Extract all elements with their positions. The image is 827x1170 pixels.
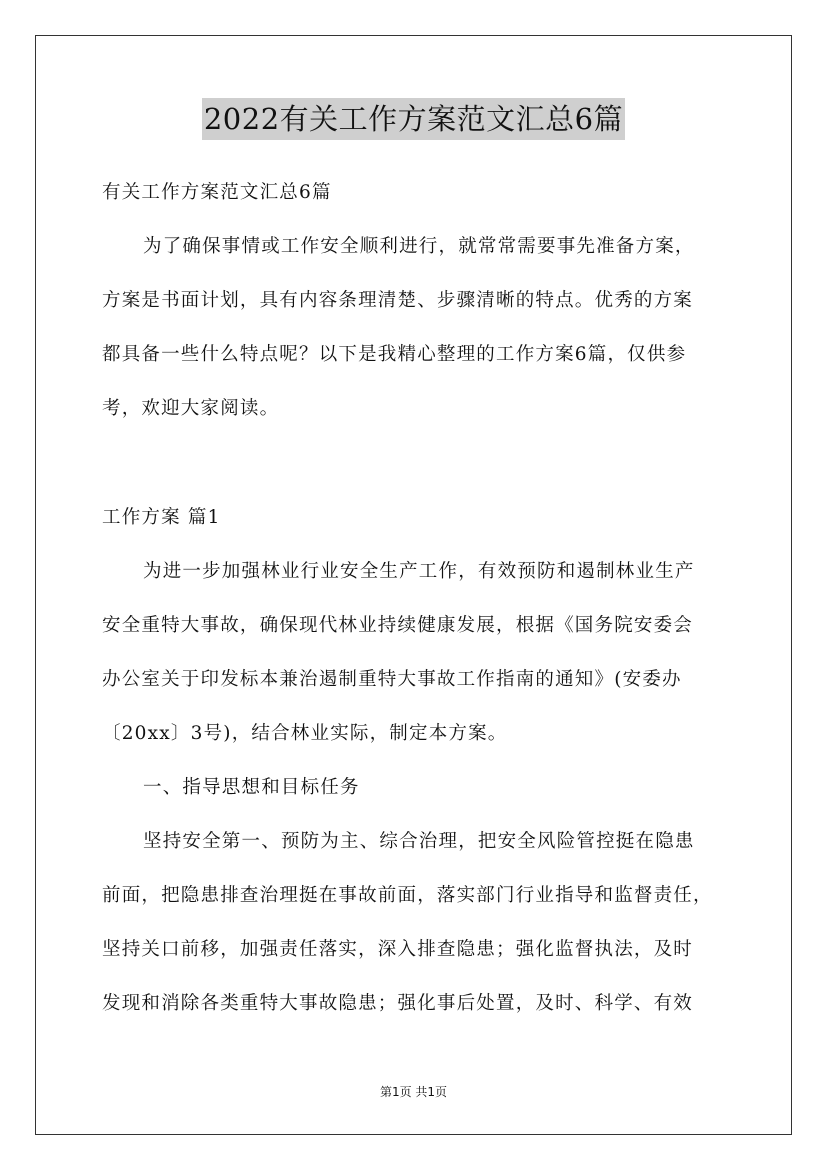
- paragraph-line: 考，欢迎大家阅读。: [102, 398, 280, 419]
- paragraph-line: 为了确保事情或工作安全顺利进行，就常常需要事先准备方案，: [143, 236, 695, 257]
- paragraph-line: 办公室关于印发标本兼治遏制重特大事故工作指南的通知》(安委办: [102, 669, 682, 690]
- paragraph-line: 坚持安全第一、预防为主、综合治理，把安全风险管控挺在隐患: [143, 831, 695, 852]
- paragraph-line: 前面，把隐患排查治理挺在事故前面，落实部门行业指导和监督责任，: [102, 885, 713, 906]
- paragraph-line: 方案是书面计划，具有内容条理清楚、步骤清晰的特点。优秀的方案: [102, 290, 694, 311]
- title-container: [0, 98, 827, 140]
- paragraph-line: 〔20xx〕3号)，结合林业实际，制定本方案。: [102, 723, 508, 744]
- paragraph-line: 都具备一些什么特点呢？以下是我精心整理的工作方案6篇，仅供参: [102, 344, 687, 365]
- subtitle-line: 有关工作方案范文汇总6篇: [102, 182, 332, 203]
- paragraph-line: 发现和消除各类重特大事故隐患；强化事后处置，及时、科学、有效: [102, 993, 694, 1014]
- paragraph-line: 坚持关口前移，加强责任落实，深入排查隐患；强化监督执法，及时: [102, 939, 694, 960]
- paragraph-line: 安全重特大事故，确保现代林业持续健康发展，根据《国务院安委会: [102, 615, 694, 636]
- document-title: 2022有关工作方案范文汇总6篇: [202, 98, 625, 140]
- subsection-heading: 一、指导思想和目标任务: [143, 777, 360, 798]
- paragraph-line: 为进一步加强林业行业安全生产工作，有效预防和遏制林业生产: [143, 561, 695, 582]
- page-footer: 第1页 共1页: [379, 1085, 448, 1099]
- section-heading: 工作方案 篇1: [102, 507, 221, 528]
